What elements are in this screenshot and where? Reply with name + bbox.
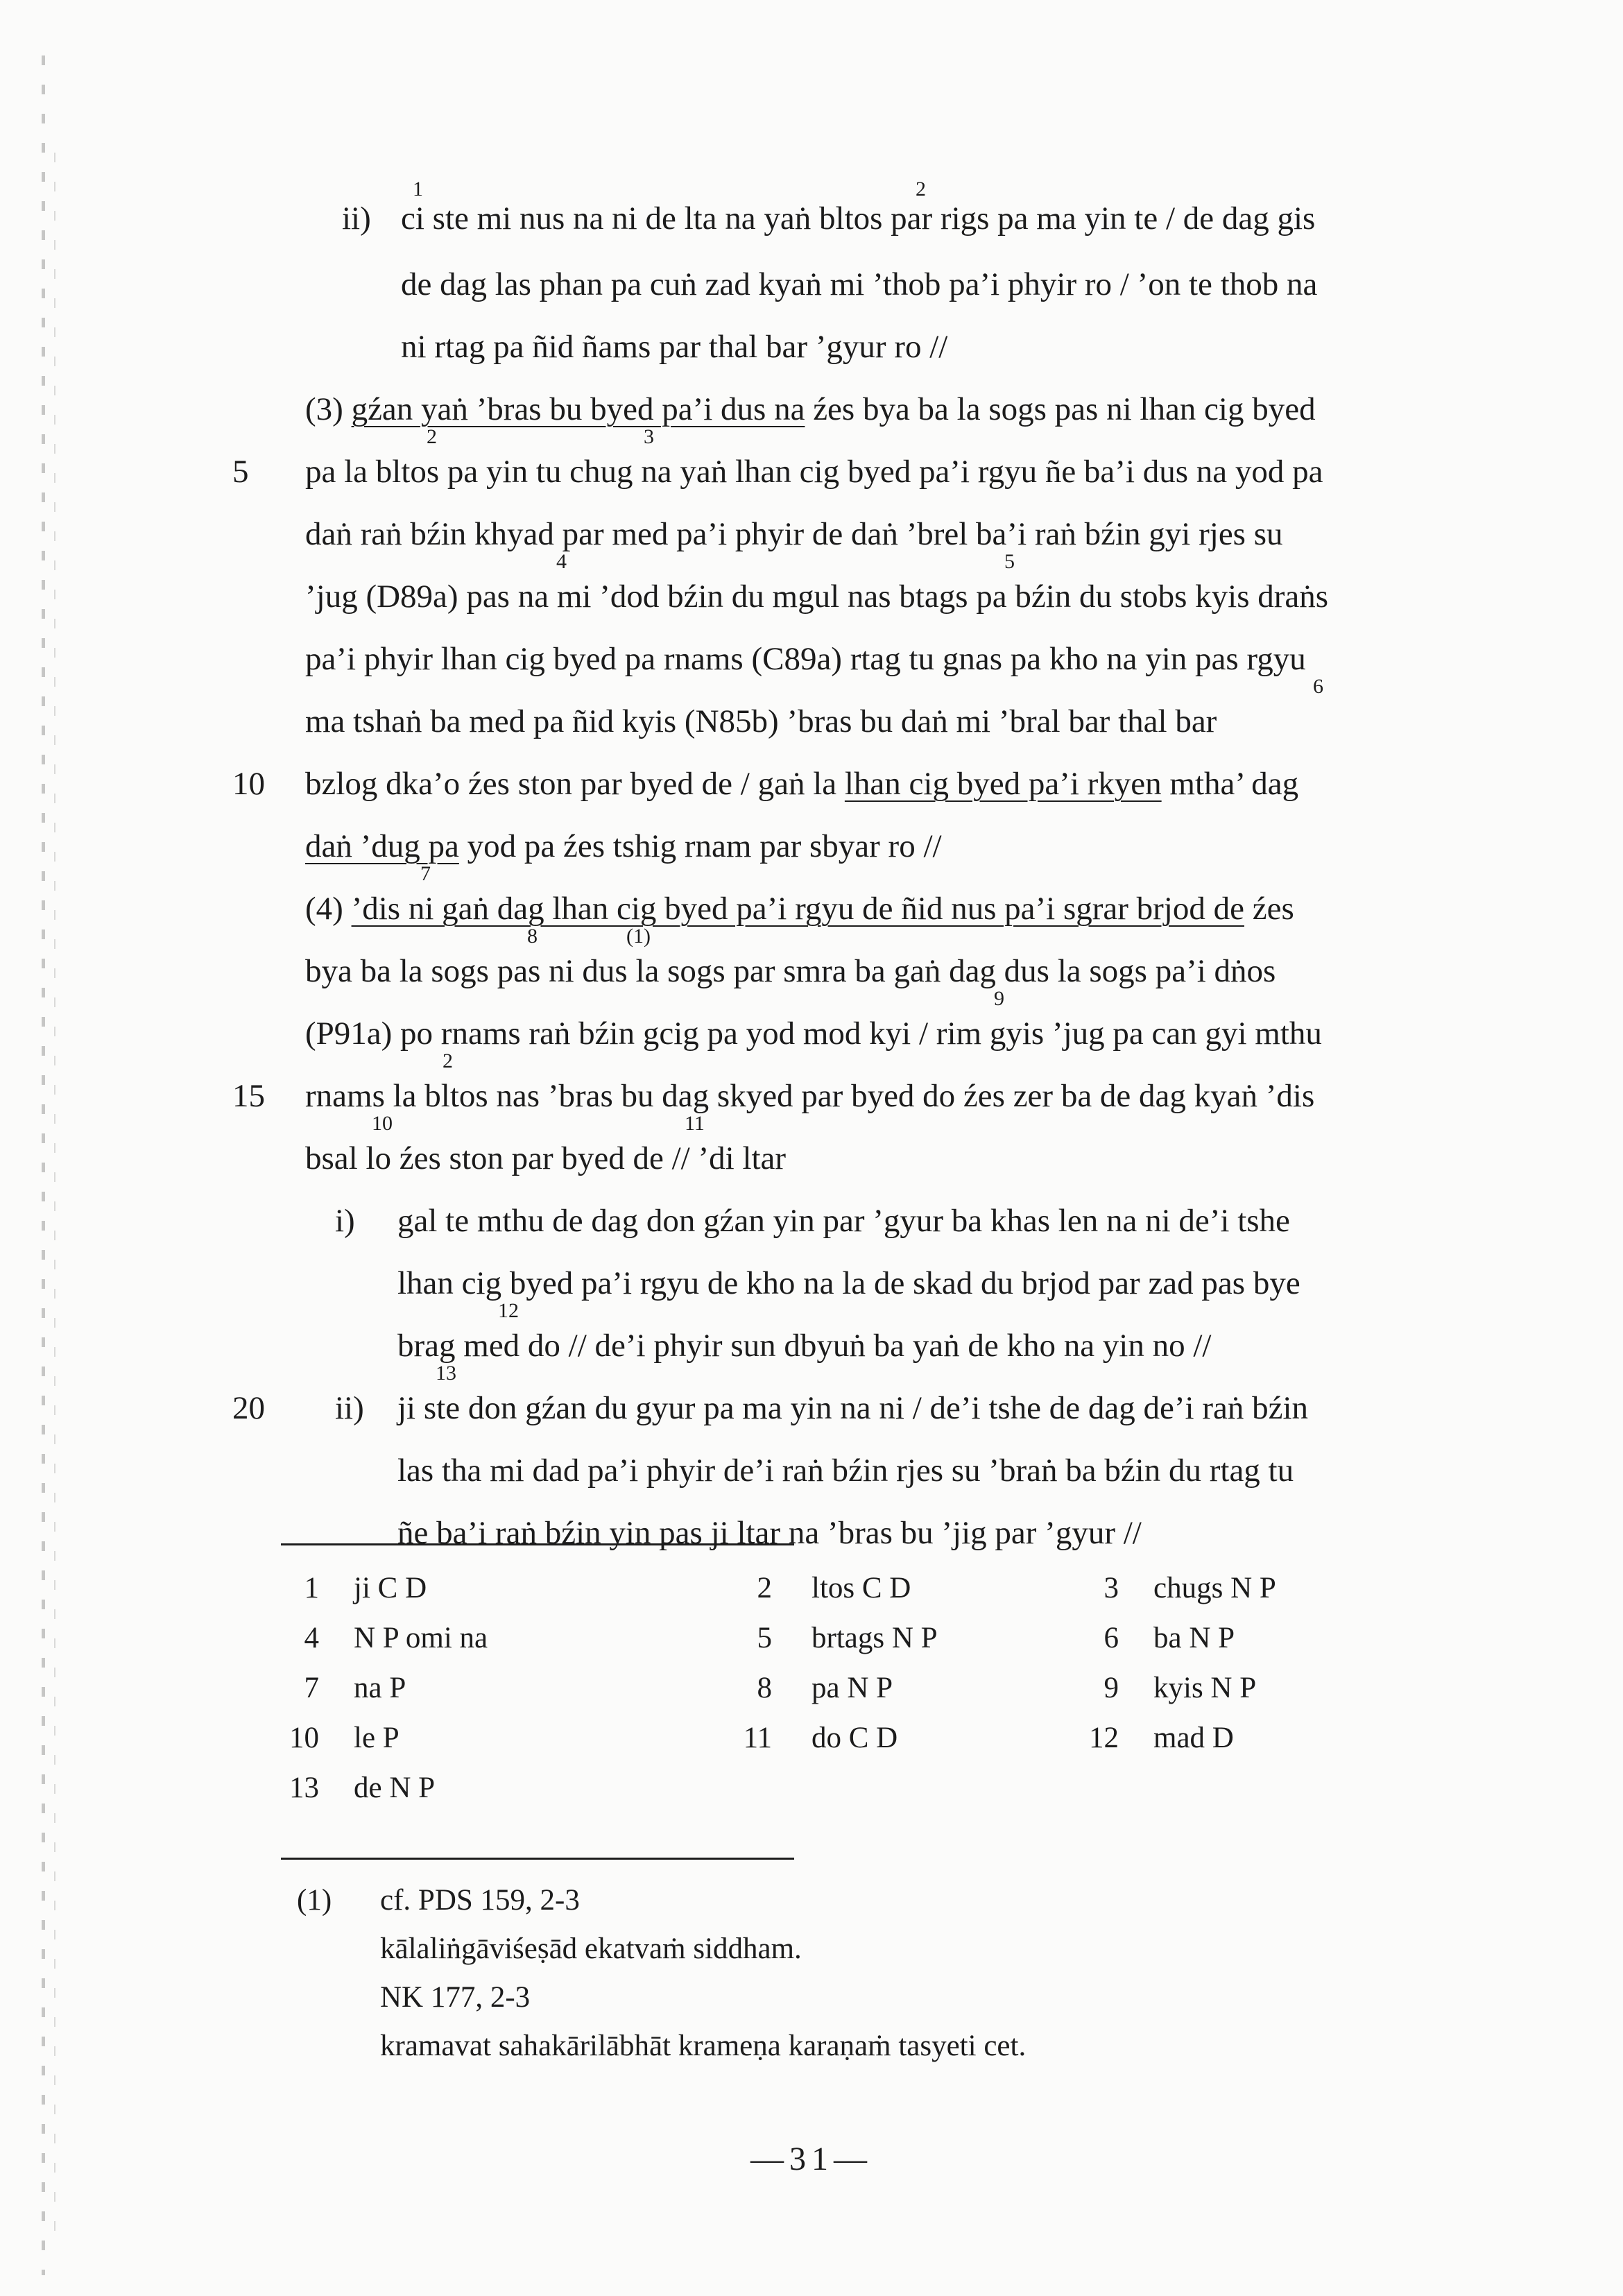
variant-marker: 8: [527, 925, 538, 948]
line-text: [397, 1252, 1300, 1314]
footnote-citation: cf. PDS 159, 2-3: [380, 1884, 580, 1917]
text-segment: (3): [305, 391, 352, 427]
item-label: i): [335, 1203, 355, 1239]
text-line: [0, 690, 1623, 753]
variant-number: 5: [757, 1622, 772, 1654]
text-line: [0, 940, 1623, 1002]
text-line: [0, 1065, 1623, 1127]
variant-number: 3: [1104, 1572, 1119, 1604]
variant-marker: 2: [427, 425, 437, 448]
line-text: [305, 378, 1316, 440]
text-segment: ni rtag pa ñid ñams par thal bar ’gyur ro //: [401, 329, 948, 365]
text-segment: bya ba la sogs pas ni dus la sogs par smra ba gaṅ dag dus la sogs pa’i dṅos: [305, 953, 1276, 989]
variant-number: 1: [304, 1572, 319, 1604]
text-segment: de dag las phan pa cuṅ zad kyaṅ mi ’thob pa’i phyir ro / ’on te thob na: [401, 266, 1318, 302]
variant-marker: (1): [626, 925, 651, 948]
variant-marker: 6: [1313, 675, 1323, 698]
text-line: [0, 503, 1623, 565]
text-segment: yod pa źes tshig rnam par sbyar ro //: [458, 828, 942, 864]
underlined-segment: lhan cig byed pa’i rkyen: [844, 766, 1162, 802]
variant-number: 6: [1104, 1622, 1119, 1654]
text-segment: ji ste don gźan du gyur pa ma yin na ni / de’i tshe de dag de’i raṅ bźin: [397, 1390, 1309, 1426]
text-line: [0, 753, 1623, 815]
text-segment: mtha’ dag: [1161, 766, 1299, 802]
line-text: [401, 187, 1315, 250]
text-segment: źes: [1244, 891, 1294, 927]
text-line: [0, 253, 1623, 316]
text-line: [0, 1502, 1623, 1564]
line-text: [305, 753, 1298, 815]
text-line: [0, 1252, 1623, 1314]
text-line: [0, 440, 1623, 503]
variant-number: 11: [743, 1722, 772, 1754]
line-text: [305, 503, 1283, 565]
text-line: [0, 1127, 1623, 1190]
text-segment: lhan cig byed pa’i rgyu de kho na la de skad du brjod par zad pas bye: [397, 1265, 1300, 1301]
variant-reading: le P: [354, 1722, 400, 1754]
underlined-segment: daṅ ’dug pa: [305, 828, 459, 864]
text-segment: bsal lo źes ston par byed de // ’di ltar: [305, 1140, 787, 1176]
variant-reading: pa N P: [812, 1672, 893, 1704]
text-segment: (4): [305, 891, 352, 927]
line-text: [401, 253, 1317, 316]
line-text: [305, 565, 1328, 628]
line-text: [397, 1314, 1212, 1377]
page-number: —31—: [750, 2141, 873, 2177]
variant-number: 10: [289, 1722, 319, 1754]
variant-number: 8: [757, 1672, 772, 1704]
variant-reading: ltos C D: [812, 1572, 911, 1604]
variant-marker: 3: [644, 425, 654, 448]
text-segment: bzlog dka’o źes ston par byed de / gaṅ la: [305, 766, 845, 802]
variant-number: 13: [289, 1772, 319, 1804]
variant-reading: mad D: [1153, 1722, 1234, 1754]
line-number: 15: [232, 1078, 265, 1114]
line-text: [305, 628, 1306, 690]
line-text: [305, 440, 1323, 503]
text-segment: ma tshaṅ ba med pa ñid kyis (N85b) ’bras bu daṅ mi ’bral bar thal bar: [305, 703, 1217, 739]
line-text: [305, 1065, 1314, 1127]
text-segment: rnams la bltos nas ’bras bu dag skyed par byed do źes zer ba de dag kyaṅ ’dis: [305, 1078, 1315, 1114]
text-segment: pa’i phyir lhan cig byed pa rnams (C89a) rtag tu gnas pa kho na yin pas rgyu: [305, 641, 1306, 677]
variant-reading: do C D: [812, 1722, 898, 1754]
text-line: [0, 628, 1623, 690]
footnote-citation: NK 177, 2-3: [380, 1981, 531, 2014]
variant-marker: 13: [436, 1362, 456, 1385]
variant-reading: kyis N P: [1153, 1672, 1257, 1704]
footnote-rule-top: [281, 1543, 794, 1545]
line-text: [305, 940, 1276, 1002]
text-line: [0, 187, 1623, 250]
variant-reading: na P: [354, 1672, 406, 1704]
text-line: [0, 1314, 1623, 1377]
line-text: [305, 877, 1294, 940]
variant-number: 9: [1104, 1672, 1119, 1704]
line-text: [397, 1377, 1308, 1439]
footnote-sanskrit: kramavat sahakārilābhāt krameṇa karaṇaṁ tasyeti cet.: [380, 2030, 1027, 2062]
text-segment: ’jug (D89a) pas na mi ’dod bźin du mgul nas btags pa bźin du stobs kyis draṅs: [305, 579, 1329, 615]
item-label: ii): [335, 1390, 364, 1426]
text-segment: pa la bltos pa yin tu chug na yaṅ lhan cig byed pa’i rgyu ñe ba’i dus na yod pa: [305, 454, 1323, 490]
line-text: [397, 1190, 1290, 1252]
text-line: [0, 815, 1623, 877]
variant-marker: 1: [413, 178, 423, 200]
item-label: ii): [342, 200, 371, 237]
variant-marker: 4: [556, 550, 567, 573]
variant-marker: 2: [916, 178, 926, 200]
variant-reading: ba N P: [1153, 1622, 1235, 1654]
text-segment: ci ste mi nus na ni de lta na yaṅ bltos par rigs pa ma yin te / de dag gis: [401, 200, 1316, 237]
text-line: [0, 877, 1623, 940]
text-segment: ñe ba’i raṅ bźin yin pas ji ltar na ’bras bu ’jig par ’gyur //: [397, 1515, 1142, 1551]
text-line: [0, 316, 1623, 378]
underlined-segment: ’dis ni gaṅ dag lhan cig byed pa’i rgyu de ñid nus pa’i sgrar brjod de: [351, 891, 1244, 927]
variant-number: 4: [304, 1622, 319, 1654]
text-segment: źes bya ba la sogs pas ni lhan cig byed: [805, 391, 1316, 427]
text-line: [0, 1002, 1623, 1065]
footnote-marker: (1): [297, 1884, 332, 1917]
underlined-segment: gźan yaṅ ’bras bu byed pa’i dus na: [351, 391, 805, 427]
line-text: [305, 690, 1217, 753]
line-text: [305, 815, 942, 877]
line-text: [305, 1127, 786, 1190]
footnote-sanskrit: kālaliṅgāviśeṣād ekatvaṁ siddham.: [380, 1933, 802, 1965]
line-number: 20: [232, 1390, 265, 1426]
variant-number: 12: [1089, 1722, 1119, 1754]
text-line: [0, 1439, 1623, 1502]
line-text: [401, 316, 947, 378]
line-number: 5: [232, 454, 249, 490]
text-segment: las tha mi dad pa’i phyir de’i raṅ bźin rjes su ’braṅ ba bźin du rtag tu: [397, 1453, 1294, 1489]
variant-number: 2: [757, 1572, 772, 1604]
text-segment: brag med do // de’i phyir sun dbyuṅ ba yaṅ de kho na yin no //: [397, 1328, 1212, 1364]
variant-marker: 5: [1004, 550, 1015, 573]
variant-number: 7: [304, 1672, 319, 1704]
variant-reading: ji C D: [354, 1572, 427, 1604]
line-text: [305, 1002, 1322, 1065]
variant-marker: 11: [685, 1112, 705, 1135]
text-line: [0, 1190, 1623, 1252]
variant-marker: 9: [994, 987, 1004, 1010]
variant-marker: 7: [420, 862, 431, 885]
text-segment: gal te mthu de dag don gźan yin par ’gyur ba khas len na ni de’i tshe: [397, 1203, 1290, 1239]
text-segment: (P91a) po rnams raṅ bźin gcig pa yod mod kyi / rim gyis ’jug pa can gyi mthu: [305, 1016, 1322, 1052]
line-number: 10: [232, 766, 265, 802]
variant-reading: de N P: [354, 1772, 436, 1804]
variant-marker: 2: [443, 1050, 453, 1072]
footnote-rule-bottom: [281, 1858, 794, 1860]
variant-reading: chugs N P: [1153, 1572, 1276, 1604]
text-line: [0, 1377, 1623, 1439]
variant-reading: brtags N P: [812, 1622, 938, 1654]
variant-marker: 10: [372, 1112, 393, 1135]
line-text: [397, 1502, 1142, 1564]
variant-reading: N P omi na: [354, 1622, 488, 1654]
line-text: [397, 1439, 1294, 1502]
text-line: [0, 565, 1623, 628]
text-segment: daṅ raṅ bźin khyad par med pa’i phyir de daṅ ’brel ba’i raṅ bźin gyi rjes su: [305, 516, 1283, 552]
variant-marker: 12: [498, 1299, 519, 1322]
text-line: [0, 378, 1623, 440]
